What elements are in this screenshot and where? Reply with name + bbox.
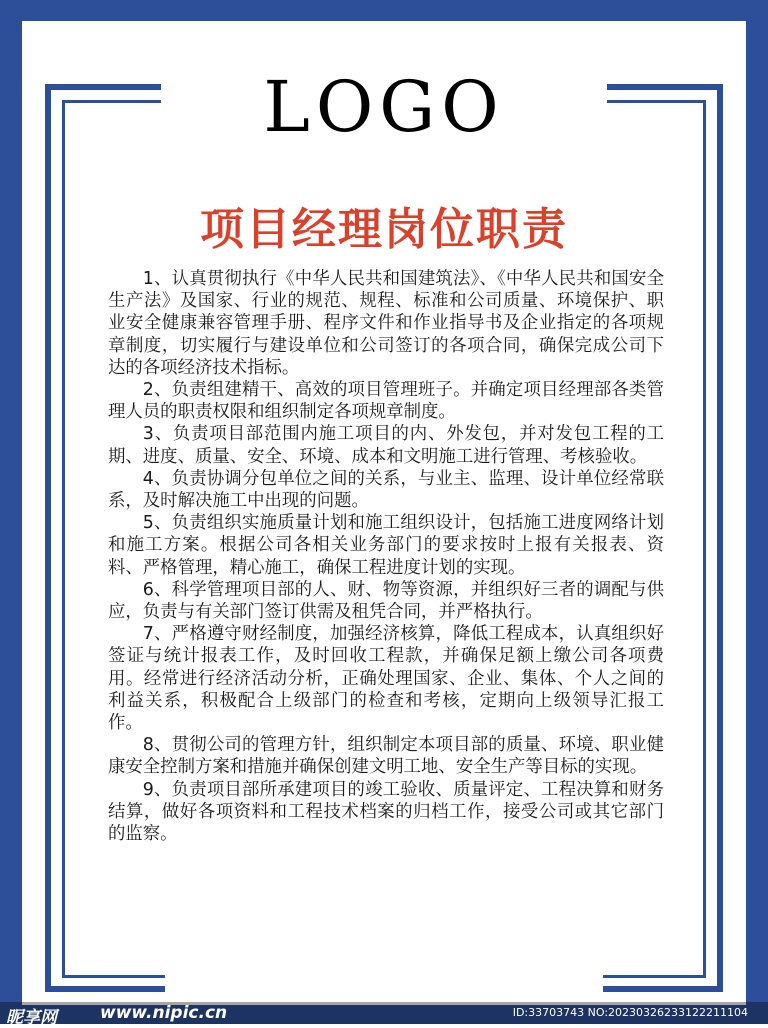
duty-item-8: 8、贯彻公司的管理方针，组织制定本项目部的质量、环境、职业健康安全控制方案和措施并确保创建文明工地、安全生产等目标的实现。 <box>108 735 664 778</box>
duty-item-9: 9、负责项目部所承建项目的竣工验收、质量评定、工程决算和财务结算，做好各项资料和工程技术档案的归档工作，接受公司或其它部门的监察。 <box>108 779 664 845</box>
duty-item-4: 4、负责协调分包单位之间的关系，与业主、监理、设计单位经常联系，及时解决施工中出现的问题。 <box>108 468 664 512</box>
duty-item-1: 1、认真贯彻执行《中华人民共和国建筑法》、《中华人民共和国安全生产法》及国家、行业的规范、规程、标准和公司质量、环境保护、职业安全健康兼容管理手册、程序文件和作业指导书及企业指定的各项规章制度，切实履行与建设单位和公司签订的各项合同，确保完成公司下达的各项经济技术指标。 <box>108 269 664 378</box>
watermark-site: www.nipic.cn <box>100 1003 228 1023</box>
bracket-bottom-left-outer-h <box>45 986 165 992</box>
duty-item-6: 6、科学管理项目部的人、财、物等资源，并组织好三者的调配与供应，负责与有关部门签订供需及租凭合同，并严格执行。 <box>108 579 664 623</box>
bracket-bottom-right-inner-h <box>603 975 706 978</box>
bracket-bottom-left-inner-h <box>62 975 165 978</box>
duty-item-2: 2、负责组建精干、高效的项目管理班子。并确定项目经理部各类管理人员的职责权限和组织制定各项规章制度。 <box>108 380 664 423</box>
duty-list <box>108 268 664 845</box>
bracket-bottom-right-outer-h <box>603 986 723 992</box>
watermark-id: ID:33703743 NO:20230326233122211104 <box>512 1006 748 1019</box>
duty-item-3: 3、负责项目部范围内施工项目的内、外发包，并对发包工程的工期、进度、质量、安全、环境、成本和文明施工进行管理、考核验收。 <box>108 424 664 467</box>
page-title: 项目经理岗位职责 <box>200 204 568 255</box>
duty-item-7: 7、严格遵守财经制度，加强经济核算，降低工程成本，认真组织好签证与统计报表工作，及时回收工程款，并确保足额上缴公司各项费用。经常进行经济活动分析，正确处理国家、企业、集体、个人之间的利益关系，积极配合上级部门的检查和考核，定期向上级领导汇报工作。 <box>108 624 664 734</box>
watermark-logo: 昵享网 <box>6 1008 57 1028</box>
watermark-bar <box>0 1002 768 1028</box>
logo-text: LOGO <box>263 66 505 148</box>
duty-item-5: 5、负责组织实施质量计划和施工组织设计，包括施工进度网络计划和施工方案。根据公司各相关业务部门的要求按时上报有关报表、资料、严格管理，精心施工，确保工程进度计划的实现。 <box>108 513 664 578</box>
